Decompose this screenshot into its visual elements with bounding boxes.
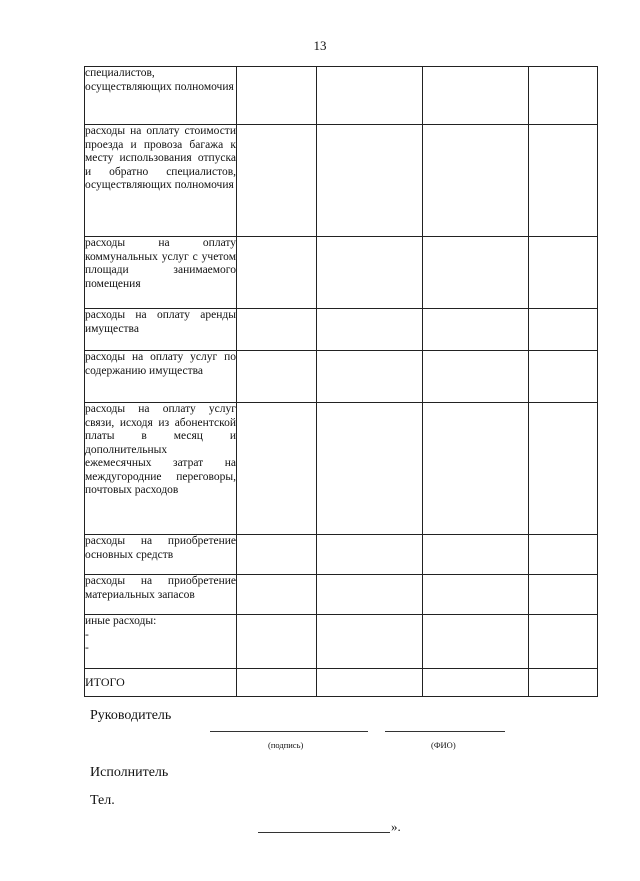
expense-label bbox=[85, 309, 237, 351]
value-cell bbox=[529, 669, 598, 697]
table-row bbox=[85, 403, 598, 535]
value-cell bbox=[423, 535, 529, 575]
table-row bbox=[85, 615, 598, 669]
value-cell bbox=[423, 669, 529, 697]
value-cell bbox=[423, 351, 529, 403]
sub-item: - bbox=[85, 628, 89, 641]
signature-line bbox=[210, 731, 368, 732]
expense-table bbox=[84, 66, 598, 697]
total-label bbox=[85, 669, 237, 697]
value-cell bbox=[237, 351, 317, 403]
expense-label-text: иные расходы: bbox=[85, 615, 157, 627]
value-cell bbox=[423, 615, 529, 669]
expense-label-text: специалистов, осуществляющих полномочия bbox=[85, 67, 234, 93]
expense-label-text: расходы на оплату стоимости проезда и провоза багажа к месту использования отпуска и обратно специалистов, осуществляющих полномочия bbox=[85, 125, 236, 191]
value-cell bbox=[529, 535, 598, 575]
value-cell bbox=[317, 669, 423, 697]
value-cell bbox=[237, 669, 317, 697]
value-cell bbox=[237, 535, 317, 575]
value-cell bbox=[529, 67, 598, 125]
expense-label-text: расходы на оплату аренды имущества bbox=[85, 309, 236, 335]
value-cell bbox=[317, 403, 423, 535]
value-cell bbox=[317, 615, 423, 669]
value-cell bbox=[423, 237, 529, 309]
value-cell bbox=[237, 403, 317, 535]
expense-label bbox=[85, 125, 237, 237]
date-line bbox=[258, 832, 390, 833]
expense-label-text: расходы на оплату услуг по содержанию имущества bbox=[85, 351, 236, 377]
expense-label bbox=[85, 535, 237, 575]
expense-label-text: расходы на приобретение основных средств bbox=[85, 535, 236, 561]
value-cell bbox=[423, 575, 529, 615]
page-number: 13 bbox=[313, 38, 327, 53]
expense-label-text: ИТОГО bbox=[85, 674, 125, 689]
table-row bbox=[85, 351, 598, 403]
value-cell bbox=[423, 125, 529, 237]
value-cell bbox=[529, 237, 598, 309]
value-cell bbox=[237, 615, 317, 669]
table-row bbox=[85, 575, 598, 615]
sub-item: - bbox=[85, 642, 89, 654]
value-cell bbox=[317, 67, 423, 125]
value-cell bbox=[237, 237, 317, 309]
value-cell bbox=[317, 575, 423, 615]
expense-label bbox=[85, 615, 237, 669]
value-cell bbox=[529, 309, 598, 351]
value-cell bbox=[423, 67, 529, 125]
table-row bbox=[85, 125, 598, 237]
value-cell bbox=[529, 125, 598, 237]
expense-label bbox=[85, 237, 237, 309]
table-row bbox=[85, 237, 598, 309]
value-cell bbox=[317, 351, 423, 403]
expense-label bbox=[85, 67, 237, 125]
table-row bbox=[85, 535, 598, 575]
expense-label-text: расходы на оплату услуг связи, исходя из абонентской платы в месяц и дополнительных ежемесячных затрат на междугородние переговоры, почтовых расходов bbox=[85, 403, 236, 496]
table-row bbox=[85, 67, 598, 125]
expense-label bbox=[85, 403, 237, 535]
value-cell bbox=[317, 125, 423, 237]
phone-label: Тел. bbox=[90, 793, 115, 808]
value-cell bbox=[529, 615, 598, 669]
value-cell bbox=[317, 237, 423, 309]
expense-label-text: расходы на приобретение материальных запасов bbox=[85, 575, 236, 601]
name-line bbox=[385, 731, 505, 732]
total-row bbox=[85, 669, 598, 697]
executor-label: Исполнитель bbox=[90, 765, 169, 780]
value-cell bbox=[237, 575, 317, 615]
value-cell bbox=[237, 67, 317, 125]
value-cell bbox=[423, 309, 529, 351]
head-label: Руководитель bbox=[90, 708, 172, 723]
value-cell bbox=[529, 575, 598, 615]
value-cell bbox=[423, 403, 529, 535]
expense-label bbox=[85, 575, 237, 615]
name-caption: (ФИО) bbox=[431, 740, 456, 750]
closing-mark: ». bbox=[391, 819, 401, 834]
table-row bbox=[85, 309, 598, 351]
value-cell bbox=[317, 535, 423, 575]
value-cell bbox=[529, 351, 598, 403]
expense-label bbox=[85, 351, 237, 403]
value-cell bbox=[237, 309, 317, 351]
value-cell bbox=[529, 403, 598, 535]
value-cell bbox=[317, 309, 423, 351]
expense-label-text: расходы на оплату коммунальных услуг с учетом площади занимаемого помещения bbox=[85, 237, 236, 290]
signature-caption: (подпись) bbox=[268, 740, 304, 750]
value-cell bbox=[237, 125, 317, 237]
